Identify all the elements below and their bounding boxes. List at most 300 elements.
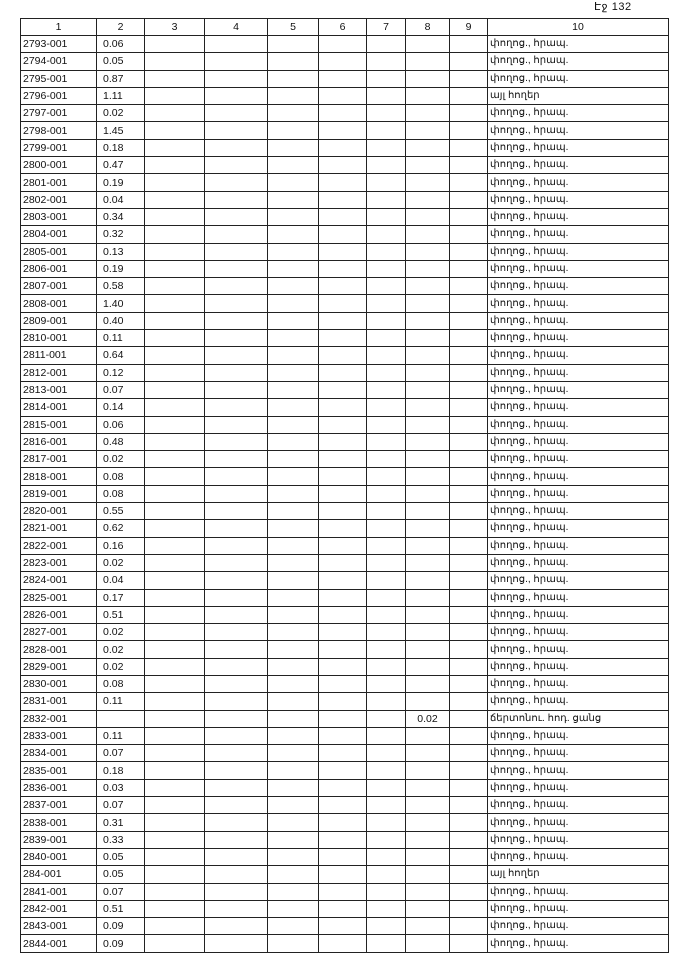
empty-cell — [450, 762, 488, 779]
column-8-cell — [406, 554, 450, 571]
empty-cell — [319, 675, 367, 692]
table-row — [21, 520, 669, 537]
area-cell: 0.33 — [97, 831, 145, 848]
empty-cell — [268, 278, 319, 295]
empty-cell — [205, 381, 268, 398]
empty-cell — [450, 935, 488, 952]
column-8-cell — [406, 226, 450, 243]
area-cell: 0.07 — [97, 381, 145, 398]
empty-cell — [268, 693, 319, 710]
column-8-cell — [406, 278, 450, 295]
empty-cell — [450, 675, 488, 692]
column-8-cell — [406, 122, 450, 139]
column-8-cell — [406, 105, 450, 122]
empty-cell — [145, 70, 205, 87]
empty-cell — [145, 537, 205, 554]
area-cell: 0.07 — [97, 745, 145, 762]
empty-cell — [367, 243, 406, 260]
column-8-cell — [406, 70, 450, 87]
table-row — [21, 468, 669, 485]
column-8-cell — [406, 900, 450, 917]
empty-cell — [319, 451, 367, 468]
empty-cell — [319, 745, 367, 762]
area-cell: 0.02 — [97, 624, 145, 641]
empty-cell — [145, 105, 205, 122]
empty-cell — [268, 191, 319, 208]
empty-cell — [450, 139, 488, 156]
empty-cell — [205, 122, 268, 139]
empty-cell — [268, 572, 319, 589]
empty-cell — [367, 208, 406, 225]
land-use-cell: փողոց., հրապ. — [488, 693, 669, 710]
empty-cell — [319, 503, 367, 520]
parcel-code-cell: 2834-001 — [21, 745, 97, 762]
empty-cell — [268, 554, 319, 571]
parcel-code-cell: 2814-001 — [21, 399, 97, 416]
empty-cell — [319, 157, 367, 174]
empty-cell — [205, 87, 268, 104]
parcel-code-cell: 2824-001 — [21, 572, 97, 589]
table-row — [21, 503, 669, 520]
parcel-code-cell: 2825-001 — [21, 589, 97, 606]
empty-cell — [450, 70, 488, 87]
empty-cell — [450, 814, 488, 831]
table-row — [21, 208, 669, 225]
empty-cell — [268, 831, 319, 848]
empty-cell — [145, 278, 205, 295]
empty-cell — [450, 485, 488, 502]
column-8-cell — [406, 208, 450, 225]
land-use-cell: փողոց., հրապ. — [488, 900, 669, 917]
area-cell: 0.64 — [97, 347, 145, 364]
area-cell: 0.02 — [97, 105, 145, 122]
empty-cell — [319, 36, 367, 53]
table-row — [21, 260, 669, 277]
empty-cell — [319, 278, 367, 295]
land-use-cell: փողոց., հրապ. — [488, 451, 669, 468]
empty-cell — [450, 866, 488, 883]
area-cell: 0.09 — [97, 935, 145, 952]
empty-cell — [367, 762, 406, 779]
area-cell: 0.11 — [97, 727, 145, 744]
empty-cell — [268, 36, 319, 53]
table-row — [21, 485, 669, 502]
empty-cell — [450, 433, 488, 450]
table-row — [21, 122, 669, 139]
empty-cell — [268, 433, 319, 450]
table-row — [21, 105, 669, 122]
table-row — [21, 295, 669, 312]
empty-cell — [145, 675, 205, 692]
empty-cell — [268, 918, 319, 935]
land-use-cell: փողոց., հրապ. — [488, 139, 669, 156]
column-8-cell — [406, 589, 450, 606]
parcel-code-cell: 2820-001 — [21, 503, 97, 520]
column-8-cell — [406, 243, 450, 260]
empty-cell — [319, 831, 367, 848]
empty-cell — [145, 157, 205, 174]
column-8-cell — [406, 883, 450, 900]
empty-cell — [205, 451, 268, 468]
parcel-code-cell: 2822-001 — [21, 537, 97, 554]
column-8-cell — [406, 797, 450, 814]
parcel-code-cell: 2819-001 — [21, 485, 97, 502]
empty-cell — [367, 589, 406, 606]
column-header: 4 — [205, 19, 268, 36]
empty-cell — [268, 260, 319, 277]
empty-cell — [205, 364, 268, 381]
parcel-code-cell: 2833-001 — [21, 727, 97, 744]
parcel-code-cell: 2826-001 — [21, 606, 97, 623]
empty-cell — [450, 883, 488, 900]
area-cell: 0.14 — [97, 399, 145, 416]
land-use-cell: փողոց., հրապ. — [488, 295, 669, 312]
area-cell: 0.02 — [97, 658, 145, 675]
area-cell: 0.32 — [97, 226, 145, 243]
land-use-cell: փողոց., հրապ. — [488, 70, 669, 87]
empty-cell — [367, 191, 406, 208]
empty-cell — [319, 347, 367, 364]
empty-cell — [367, 537, 406, 554]
area-cell: 0.18 — [97, 762, 145, 779]
empty-cell — [450, 900, 488, 917]
column-8-cell — [406, 727, 450, 744]
empty-cell — [319, 312, 367, 329]
empty-cell — [268, 485, 319, 502]
area-cell: 0.48 — [97, 433, 145, 450]
empty-cell — [450, 87, 488, 104]
empty-cell — [268, 814, 319, 831]
empty-cell — [367, 866, 406, 883]
empty-cell — [319, 433, 367, 450]
empty-cell — [319, 658, 367, 675]
empty-cell — [367, 330, 406, 347]
land-use-cell: փողոց., հրապ. — [488, 381, 669, 398]
empty-cell — [145, 364, 205, 381]
empty-cell — [319, 53, 367, 70]
empty-cell — [319, 727, 367, 744]
empty-cell — [145, 935, 205, 952]
empty-cell — [367, 157, 406, 174]
empty-cell — [145, 451, 205, 468]
empty-cell — [268, 745, 319, 762]
land-use-cell: փողոց., հրապ. — [488, 814, 669, 831]
column-8-cell — [406, 416, 450, 433]
empty-cell — [319, 693, 367, 710]
empty-cell — [145, 295, 205, 312]
empty-cell — [205, 503, 268, 520]
empty-cell — [268, 675, 319, 692]
empty-cell — [450, 191, 488, 208]
column-8-cell — [406, 87, 450, 104]
column-8-cell — [406, 658, 450, 675]
empty-cell — [205, 433, 268, 450]
empty-cell — [205, 278, 268, 295]
empty-cell — [205, 727, 268, 744]
land-use-cell: փողոց., հրապ. — [488, 433, 669, 450]
empty-cell — [319, 572, 367, 589]
column-8-cell — [406, 53, 450, 70]
land-use-cell: փողոց., հրապ. — [488, 485, 669, 502]
table-row — [21, 554, 669, 571]
empty-cell — [367, 122, 406, 139]
empty-cell — [367, 485, 406, 502]
empty-cell — [205, 330, 268, 347]
table-row — [21, 848, 669, 865]
column-8-cell — [406, 36, 450, 53]
empty-cell — [367, 710, 406, 727]
empty-cell — [145, 347, 205, 364]
land-use-cell: փողոց., հրապ. — [488, 883, 669, 900]
empty-cell — [268, 589, 319, 606]
empty-cell — [205, 105, 268, 122]
area-cell: 0.08 — [97, 675, 145, 692]
area-cell: 0.02 — [97, 451, 145, 468]
parcel-code-cell: 2802-001 — [21, 191, 97, 208]
land-use-cell: փողոց., հրապ. — [488, 330, 669, 347]
empty-cell — [450, 330, 488, 347]
parcel-code-cell: 2815-001 — [21, 416, 97, 433]
column-8-cell — [406, 762, 450, 779]
empty-cell — [205, 260, 268, 277]
empty-cell — [145, 762, 205, 779]
parcel-code-cell: 2799-001 — [21, 139, 97, 156]
empty-cell — [367, 451, 406, 468]
empty-cell — [268, 122, 319, 139]
empty-cell — [367, 399, 406, 416]
parcel-code-cell: 2831-001 — [21, 693, 97, 710]
column-8-cell — [406, 641, 450, 658]
empty-cell — [319, 866, 367, 883]
parcel-code-cell: 2807-001 — [21, 278, 97, 295]
table-row — [21, 762, 669, 779]
area-cell: 0.07 — [97, 797, 145, 814]
empty-cell — [450, 157, 488, 174]
empty-cell — [145, 260, 205, 277]
land-use-cell: փողոց., հրապ. — [488, 174, 669, 191]
empty-cell — [268, 451, 319, 468]
empty-cell — [367, 468, 406, 485]
land-use-cell: այլ հողեր — [488, 866, 669, 883]
empty-cell — [205, 935, 268, 952]
parcel-code-cell: 2843-001 — [21, 918, 97, 935]
column-header: 8 — [406, 19, 450, 36]
empty-cell — [450, 226, 488, 243]
empty-cell — [450, 105, 488, 122]
parcel-code-cell: 2838-001 — [21, 814, 97, 831]
area-cell: 0.05 — [97, 53, 145, 70]
area-cell: 0.18 — [97, 139, 145, 156]
land-use-cell: փողոց., հրապ. — [488, 675, 669, 692]
column-8-cell — [406, 572, 450, 589]
area-cell: 1.40 — [97, 295, 145, 312]
parcel-code-cell: 2835-001 — [21, 762, 97, 779]
parcel-code-cell: 2794-001 — [21, 53, 97, 70]
empty-cell — [450, 122, 488, 139]
empty-cell — [319, 589, 367, 606]
empty-cell — [450, 364, 488, 381]
table-row — [21, 157, 669, 174]
area-cell: 0.06 — [97, 416, 145, 433]
empty-cell — [145, 122, 205, 139]
empty-cell — [205, 53, 268, 70]
empty-cell — [319, 208, 367, 225]
parcel-code-cell: 2828-001 — [21, 641, 97, 658]
empty-cell — [145, 710, 205, 727]
column-header: 5 — [268, 19, 319, 36]
column-8-cell — [406, 935, 450, 952]
parcel-code-cell: 2816-001 — [21, 433, 97, 450]
area-cell: 1.11 — [97, 87, 145, 104]
column-8-cell — [406, 364, 450, 381]
empty-cell — [367, 87, 406, 104]
table-row — [21, 87, 669, 104]
parcel-code-cell: 2836-001 — [21, 779, 97, 796]
table-row — [21, 381, 669, 398]
empty-cell — [367, 347, 406, 364]
empty-cell — [319, 883, 367, 900]
empty-cell — [205, 295, 268, 312]
area-cell: 0.40 — [97, 312, 145, 329]
empty-cell — [145, 174, 205, 191]
empty-cell — [145, 779, 205, 796]
empty-cell — [367, 36, 406, 53]
column-8-cell — [406, 624, 450, 641]
parcel-code-cell: 2832-001 — [21, 710, 97, 727]
parcel-code-cell: 2803-001 — [21, 208, 97, 225]
empty-cell — [319, 537, 367, 554]
area-cell: 0.05 — [97, 848, 145, 865]
table-row — [21, 831, 669, 848]
land-use-cell: փողոց., հրապ. — [488, 935, 669, 952]
empty-cell — [205, 658, 268, 675]
empty-cell — [205, 900, 268, 917]
empty-cell — [268, 399, 319, 416]
empty-cell — [145, 399, 205, 416]
empty-cell — [145, 191, 205, 208]
column-header: 1 — [21, 19, 97, 36]
empty-cell — [205, 157, 268, 174]
area-cell: 0.47 — [97, 157, 145, 174]
table-row — [21, 399, 669, 416]
empty-cell — [205, 399, 268, 416]
table-row — [21, 866, 669, 883]
empty-cell — [367, 641, 406, 658]
empty-cell — [145, 503, 205, 520]
table-row — [21, 433, 669, 450]
column-header: 10 — [488, 19, 669, 36]
area-cell: 0.02 — [97, 641, 145, 658]
table-row — [21, 675, 669, 692]
parcel-code-cell: 2810-001 — [21, 330, 97, 347]
table-body — [21, 36, 669, 953]
empty-cell — [450, 503, 488, 520]
empty-cell — [319, 330, 367, 347]
parcel-code-cell: 2827-001 — [21, 624, 97, 641]
empty-cell — [205, 174, 268, 191]
empty-cell — [367, 105, 406, 122]
empty-cell — [450, 831, 488, 848]
land-use-cell: փողոց., հրապ. — [488, 416, 669, 433]
empty-cell — [367, 503, 406, 520]
parcel-code-cell: 2837-001 — [21, 797, 97, 814]
empty-cell — [145, 416, 205, 433]
table-row — [21, 312, 669, 329]
land-use-cell: փողոց., հրապ. — [488, 624, 669, 641]
land-use-cell: փողոց., հրապ. — [488, 554, 669, 571]
empty-cell — [268, 710, 319, 727]
column-8-cell — [406, 433, 450, 450]
parcel-code-cell: 2796-001 — [21, 87, 97, 104]
empty-cell — [319, 105, 367, 122]
area-cell: 0.09 — [97, 918, 145, 935]
empty-cell — [268, 606, 319, 623]
land-use-cell: այլ հողեր — [488, 87, 669, 104]
land-use-cell: փողոց., հրապ. — [488, 831, 669, 848]
land-use-cell: փողոց., հրապ. — [488, 797, 669, 814]
parcel-code-cell: 2812-001 — [21, 364, 97, 381]
parcel-code-cell: 2811-001 — [21, 347, 97, 364]
empty-cell — [367, 745, 406, 762]
parcel-code-cell: 2844-001 — [21, 935, 97, 952]
empty-cell — [450, 36, 488, 53]
empty-cell — [319, 260, 367, 277]
empty-cell — [319, 710, 367, 727]
empty-cell — [268, 779, 319, 796]
area-cell: 0.13 — [97, 243, 145, 260]
empty-cell — [268, 53, 319, 70]
empty-cell — [268, 797, 319, 814]
empty-cell — [205, 866, 268, 883]
parcel-code-cell: 2798-001 — [21, 122, 97, 139]
land-use-cell: փողոց., հրապ. — [488, 278, 669, 295]
parcel-code-cell: 2801-001 — [21, 174, 97, 191]
column-8-cell — [406, 814, 450, 831]
table-row — [21, 797, 669, 814]
area-cell: 0.04 — [97, 572, 145, 589]
parcel-code-cell: 2800-001 — [21, 157, 97, 174]
empty-cell — [268, 312, 319, 329]
column-8-cell — [406, 139, 450, 156]
empty-cell — [145, 554, 205, 571]
empty-cell — [319, 848, 367, 865]
parcel-code-cell: 2842-001 — [21, 900, 97, 917]
empty-cell — [367, 520, 406, 537]
land-parcel-table — [20, 18, 669, 953]
table-row — [21, 727, 669, 744]
area-cell: 0.03 — [97, 779, 145, 796]
empty-cell — [450, 520, 488, 537]
table-row — [21, 814, 669, 831]
parcel-code-cell: 2821-001 — [21, 520, 97, 537]
area-cell: 0.62 — [97, 520, 145, 537]
empty-cell — [145, 883, 205, 900]
parcel-code-cell: 2841-001 — [21, 883, 97, 900]
land-use-cell: փողոց., հրապ. — [488, 727, 669, 744]
column-8-cell — [406, 745, 450, 762]
empty-cell — [450, 537, 488, 554]
empty-cell — [319, 935, 367, 952]
empty-cell — [268, 157, 319, 174]
column-header: 3 — [145, 19, 205, 36]
parcel-code-cell: 2839-001 — [21, 831, 97, 848]
empty-cell — [367, 693, 406, 710]
empty-cell — [319, 606, 367, 623]
area-cell: 0.08 — [97, 485, 145, 502]
column-8-cell — [406, 693, 450, 710]
table-row — [21, 641, 669, 658]
column-8-cell — [406, 312, 450, 329]
